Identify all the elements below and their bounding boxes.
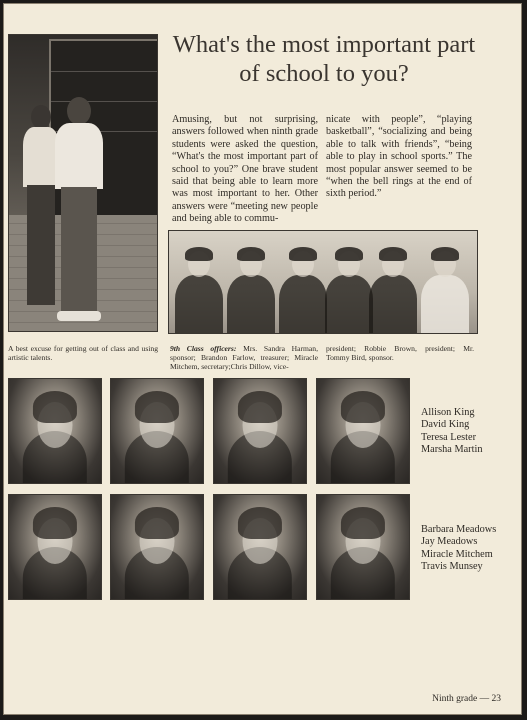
portrait-allison-king (8, 378, 102, 484)
officers-caption-col2: president; Robbie Brown, president; Mr. Tommy Bird, sponsor. (326, 344, 474, 363)
name-entry: Barbara Meadows (421, 524, 497, 535)
portrait-miracle-mitchem (213, 494, 307, 600)
page-folio: Ninth grade — 23 (432, 694, 501, 704)
officers-caption-text: Mrs. Sandra Harman, sponsor; Brandon Farlow, treasurer; Miracle Mitchem, secretary;Chris Dillow, vice- (170, 344, 318, 372)
class-officers-photo (168, 230, 478, 334)
portrait-travis-munsey (316, 494, 410, 600)
student-figure-left (23, 105, 59, 315)
name-entry: Jay Meadows (421, 536, 478, 548)
chalkboard-photo (8, 34, 158, 332)
names-list-row1 (421, 407, 482, 456)
portrait-david-king (110, 378, 204, 484)
page-title: What's the most important part of school to you? (172, 31, 476, 87)
name-entry: Allison King (421, 407, 475, 418)
name-entry: Travis Munsey (421, 560, 483, 572)
name-entry: Marsha Martin (421, 443, 483, 455)
portrait-marsha-martin (316, 378, 410, 484)
portrait-barbara-meadows (8, 494, 102, 600)
yearbook-page (3, 3, 522, 715)
name-entry: Teresa Lester (421, 431, 477, 443)
name-entry: David King (421, 419, 470, 431)
officers-caption-label: 9th Class officers: (170, 344, 237, 353)
article-column-1: Amusing, but not surprising, answers followed when ninth grade students were asked the question, “What's the most important part of school to you?” One brave student said that being able to learn more was most important to her. Other answers were “meeting new people and being able to commu- (172, 114, 318, 225)
student-figure-right (55, 97, 103, 327)
portrait-teresa-lester (213, 378, 307, 484)
chalkboard-caption: A best excuse for getting out of class and using artistic talents. (8, 344, 158, 363)
portrait-jay-meadows (110, 494, 204, 600)
name-entry: Miracle Mitchem (421, 548, 493, 560)
article-column-2: nicate with people”, “playing basketball”, “socializing and being able to talk with friends”, “being able to play in school sports.” The most popular answer seemed to be “when the bell rings at the end of sixth period.” (326, 114, 472, 200)
officers-caption-col1 (170, 344, 318, 372)
names-list-row2 (421, 524, 496, 573)
